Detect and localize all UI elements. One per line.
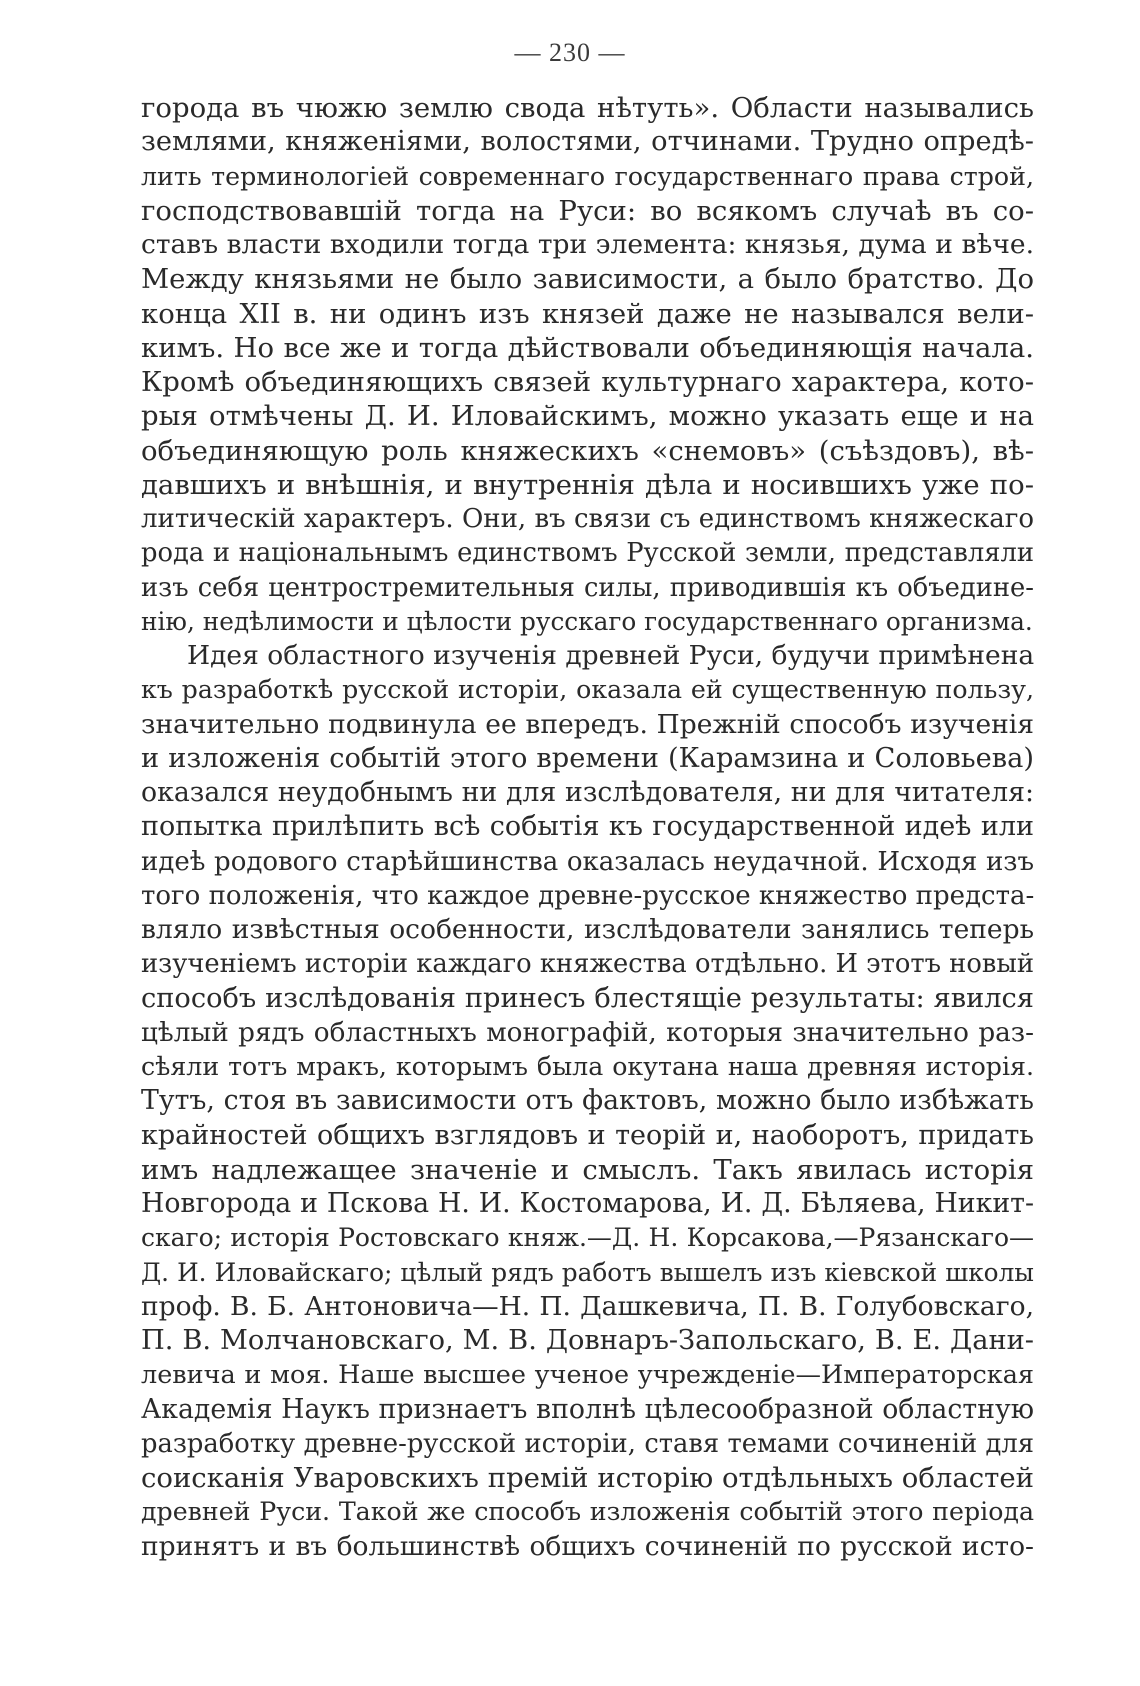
text-line: проф. В. Б. Антоновича—Н. П. Дашкевича, П. В. Голубовскаго, — [141, 1290, 1034, 1322]
text-line: рода и національнымъ единствомъ Русской земли, представляли — [141, 538, 1034, 569]
text-line: давшихъ и внѣшнія, и внутреннія дѣла и носившихъ уже по- — [141, 468, 1034, 501]
paragraph-first-line: Идея областного изученія древней Руси, будучи примѣнена — [187, 640, 1035, 671]
text-line: сѣяли тотъ мракъ, которымъ была окутана наша древняя исторія. — [141, 1052, 1034, 1081]
text-line: изъ себя центростремительныя силы, приводившія къ объедине- — [141, 572, 1034, 603]
body-text — [141, 91, 1034, 1564]
text-line: вляло извѣстныя особенности, изслѣдователи занялись теперь — [141, 914, 1034, 945]
text-line: левича и моя. Наше высшее ученое учрежденіе—Императорская — [141, 1360, 1034, 1391]
text-line: Академія Наукъ признаетъ вполнѣ цѣлесообразной областную — [141, 1393, 1034, 1425]
text-line: конца XII в. ни одинъ изъ князей даже не назывался вели- — [141, 297, 1034, 330]
text-line: Д. И. Иловайскаго; цѣлый рядъ работъ вышелъ изъ кіевской школы — [141, 1257, 1034, 1287]
page-number: — 230 — — [514, 38, 626, 67]
text-line: Тутъ, стоя въ зависимости отъ фактовъ, можно было избѣжать — [141, 1085, 1034, 1117]
text-line: и изложенія событій этого времени (Карамзина и Соловьева) — [141, 742, 1034, 774]
text-line: города въ чюжю землю свода нѣтуть». Области назывались — [141, 92, 1034, 124]
text-line: того положенія, что каждое древне-русское княжество предста- — [141, 880, 1035, 911]
text-line: господствовавшій тогда на Руси: во всякомъ случаѣ въ со- — [141, 194, 1034, 227]
text-line: древней Руси. Такой же способъ изложенія событій этого періода — [141, 1497, 1034, 1527]
text-line: попытка прилѣпить всѣ событія къ государственной идеѣ или — [141, 811, 1034, 843]
text-line: кимъ. Но все же и тогда дѣйствовали объединяющія начала. — [141, 331, 1034, 364]
text-line: Новгорода и Пскова Н. И. Костомарова, И. Д. Бѣляева, Никит- — [141, 1188, 1034, 1219]
text-line: Между князьями не было зависимости, а было братство. До — [141, 263, 1034, 296]
text-line: соисканія Уваровскихъ премій исторію отдѣльныхъ областей — [141, 1462, 1034, 1494]
text-line: землями, княженіями, волостями, отчинами. Трудно опредѣ- — [141, 126, 1034, 158]
text-line: П. В. Молчановскаго, М. В. Довнаръ-Запольскаго, В. Е. Дани- — [141, 1325, 1034, 1356]
text-line: способъ изслѣдованія принесъ блестящіе результаты: явился — [141, 982, 1034, 1014]
text-line: Кромѣ объединяющихъ связей культурнаго характера, кото- — [141, 366, 1034, 398]
text-line: цѣлый рядъ областныхъ монографій, которыя значительно раз- — [141, 1017, 1034, 1048]
text-line: скаго; исторія Ростовскаго княж.—Д. Н. Корсакова,—Рязанскаго— — [141, 1223, 1034, 1253]
text-line: идеѣ родового старѣйшинства оказалась неудачной. Исходя изъ — [141, 846, 1034, 877]
paragraph-end-line: нію, недѣлимости и цѣлости русскаго государственнаго организма. — [141, 606, 1033, 636]
text-line: значительно подвинула ее впередъ. Прежній способъ изученія — [141, 708, 1034, 740]
text-line: принятъ и въ большинствѣ общихъ сочиненій по русской исто- — [141, 1530, 1034, 1562]
text-line: объединяющую роль княжескихъ «снемовъ» (съѣздовъ), вѣ- — [141, 434, 1034, 467]
text-line: оказался неудобнымъ ни для изслѣдователя, ни для читателя: — [141, 777, 1034, 808]
text-line: къ разработкѣ русской исторіи, оказала ей существенную пользу, — [141, 675, 1034, 705]
text-line: рыя отмѣчены Д. И. Иловайскимъ, можно указать еще и на — [141, 400, 1034, 433]
text-line: лить терминологіей современнаго государственнаго права строй, — [141, 161, 1034, 191]
text-line: разработку древне-русской исторіи, ставя темами сочиненій для — [141, 1428, 1034, 1459]
text-line: изученіемъ исторіи каждаго княжества отдѣльно. И этотъ новый — [141, 949, 1034, 980]
text-line: литическій характеръ. Они, въ связи съ единствомъ княжескаго — [141, 504, 1034, 534]
text-line: имъ надлежащее значеніе и смыслъ. Такъ явилась исторія — [141, 1153, 1034, 1186]
text-line: крайностей общихъ взглядовъ и теорій и, наоборотъ, придать — [141, 1119, 1034, 1151]
text-line: ставъ власти входили тогда три элемента: князья, дума и вѣче. — [141, 229, 1034, 260]
